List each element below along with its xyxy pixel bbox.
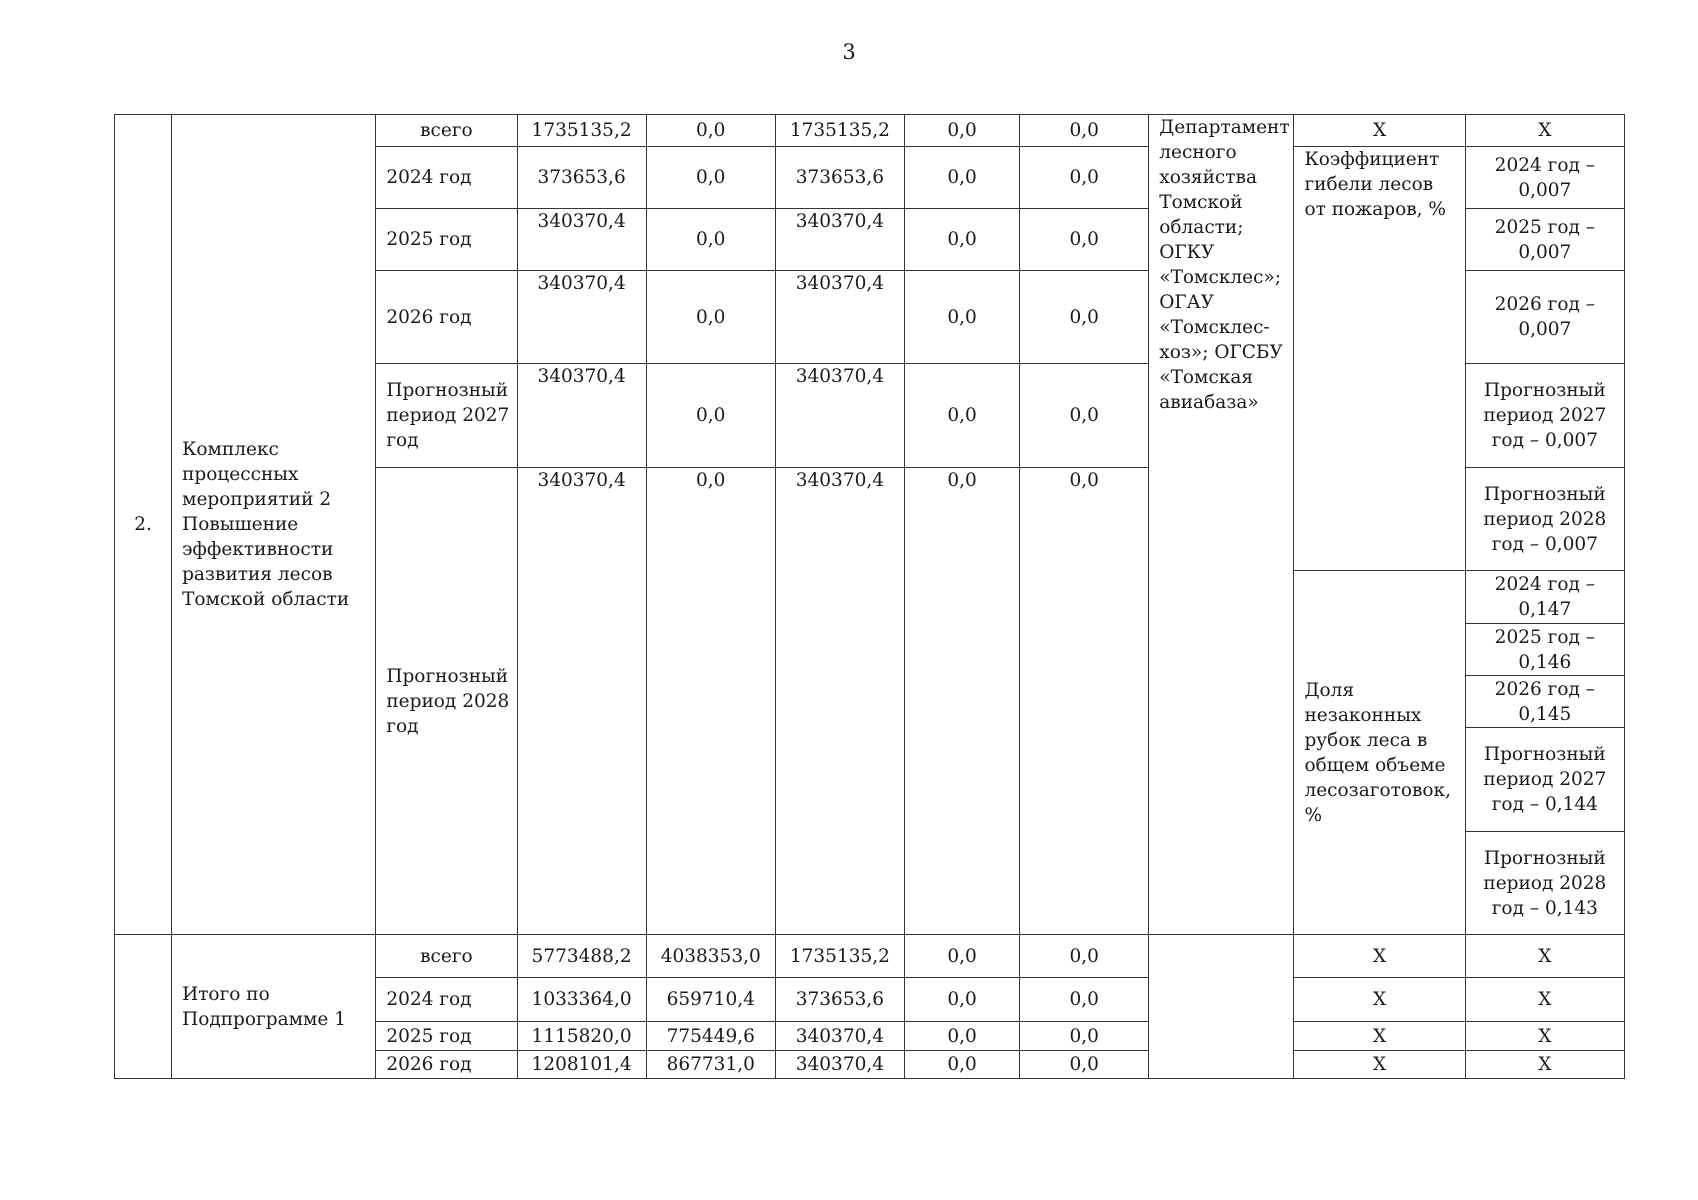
value-cell: 1208101,4 bbox=[517, 1051, 646, 1079]
x-cell: Х bbox=[1465, 1022, 1624, 1051]
page-number: 3 bbox=[842, 40, 856, 64]
year-label: Прогнозный период 2027 год bbox=[376, 364, 517, 468]
indicator-value: Прогнозный период 2028 год – 0,143 bbox=[1465, 832, 1624, 935]
indicator-value: 2026 год – 0,145 bbox=[1465, 676, 1624, 728]
indicator-value: 2025 год – 0,007 bbox=[1465, 209, 1624, 271]
value-cell: 0,0 bbox=[1020, 209, 1149, 271]
value-cell: 340370,4 bbox=[775, 364, 904, 468]
value-cell: 340370,4 bbox=[517, 209, 646, 271]
indicator-value: 2024 год – 0,147 bbox=[1465, 571, 1624, 624]
indicator-value: 2026 год – 0,007 bbox=[1465, 271, 1624, 364]
value-cell: 0,0 bbox=[646, 364, 775, 468]
x-cell: Х bbox=[1294, 978, 1465, 1022]
value-cell: 1115820,0 bbox=[517, 1022, 646, 1051]
value-cell: 0,0 bbox=[904, 1022, 1019, 1051]
indicator-value: 2025 год – 0,146 bbox=[1465, 624, 1624, 676]
value-cell: 0,0 bbox=[1020, 1051, 1149, 1079]
value-cell: 340370,4 bbox=[517, 271, 646, 364]
year-label: Прогнозный период 2028 год bbox=[376, 468, 517, 935]
year-label: 2026 год bbox=[376, 1051, 517, 1079]
value-cell: 0,0 bbox=[904, 147, 1019, 209]
value-cell: 659710,4 bbox=[646, 978, 775, 1022]
value-cell: 0,0 bbox=[1020, 1022, 1149, 1051]
value-cell: 0,0 bbox=[646, 115, 775, 147]
value-cell: 1033364,0 bbox=[517, 978, 646, 1022]
year-label: 2026 год bbox=[376, 271, 517, 364]
indicator-name: Коэффициент гибели лесов от пожаров, % bbox=[1294, 147, 1465, 571]
indicator-header: Х bbox=[1294, 115, 1465, 147]
indicator-name: Доля незаконных рубок леса в общем объеме лесозаготовок, % bbox=[1294, 571, 1465, 935]
value-cell: 0,0 bbox=[904, 468, 1019, 935]
value-cell: 373653,6 bbox=[775, 147, 904, 209]
x-cell: Х bbox=[1465, 978, 1624, 1022]
value-cell: 1735135,2 bbox=[517, 115, 646, 147]
section-number: 2. bbox=[115, 115, 172, 935]
total-executor-cell bbox=[1149, 935, 1294, 1079]
value-cell: 340370,4 bbox=[517, 468, 646, 935]
value-cell: 340370,4 bbox=[775, 271, 904, 364]
year-label: всего bbox=[376, 935, 517, 978]
x-cell: Х bbox=[1465, 935, 1624, 978]
value-cell: 0,0 bbox=[1020, 271, 1149, 364]
value-cell: 0,0 bbox=[1020, 364, 1149, 468]
indicator-value: Прогнозный период 2027 год – 0,007 bbox=[1465, 364, 1624, 468]
value-header: Х bbox=[1465, 115, 1624, 147]
total-number-cell bbox=[115, 935, 172, 1079]
table-row bbox=[115, 935, 1625, 978]
value-cell: 340370,4 bbox=[775, 209, 904, 271]
value-cell: 5773488,2 bbox=[517, 935, 646, 978]
value-cell: 340370,4 bbox=[517, 364, 646, 468]
value-cell: 0,0 bbox=[904, 115, 1019, 147]
value-cell: 373653,6 bbox=[775, 978, 904, 1022]
year-label: 2024 год bbox=[376, 978, 517, 1022]
value-cell: 0,0 bbox=[1020, 935, 1149, 978]
indicator-value: Прогнозный период 2028 год – 0,007 bbox=[1465, 468, 1624, 571]
value-cell: 340370,4 bbox=[775, 1051, 904, 1079]
indicator-value: 2024 год – 0,007 bbox=[1465, 147, 1624, 209]
value-cell: 0,0 bbox=[646, 147, 775, 209]
year-label: всего bbox=[376, 115, 517, 147]
value-cell: 0,0 bbox=[646, 209, 775, 271]
x-cell: Х bbox=[1294, 935, 1465, 978]
value-cell: 1735135,2 bbox=[775, 935, 904, 978]
value-cell: 4038353,0 bbox=[646, 935, 775, 978]
value-cell: 0,0 bbox=[646, 271, 775, 364]
section-name: Комплекс процессных мероприятий 2 Повышение эффективности развития лесов Томской области bbox=[172, 115, 376, 935]
value-cell: 867731,0 bbox=[646, 1051, 775, 1079]
x-cell: Х bbox=[1465, 1051, 1624, 1079]
value-cell: 0,0 bbox=[904, 978, 1019, 1022]
x-cell: Х bbox=[1294, 1022, 1465, 1051]
value-cell: 0,0 bbox=[904, 1051, 1019, 1079]
year-label: 2025 год bbox=[376, 1022, 517, 1051]
x-cell: Х bbox=[1294, 1051, 1465, 1079]
value-cell: 1735135,2 bbox=[775, 115, 904, 147]
value-cell: 0,0 bbox=[904, 209, 1019, 271]
value-cell: 373653,6 bbox=[517, 147, 646, 209]
value-cell: 0,0 bbox=[904, 271, 1019, 364]
value-cell: 0,0 bbox=[1020, 978, 1149, 1022]
table-row bbox=[115, 115, 1625, 147]
budget-table bbox=[114, 114, 1625, 1079]
value-cell: 0,0 bbox=[646, 468, 775, 935]
value-cell: 0,0 bbox=[1020, 147, 1149, 209]
value-cell: 340370,4 bbox=[775, 1022, 904, 1051]
value-cell: 0,0 bbox=[904, 364, 1019, 468]
value-cell: 0,0 bbox=[1020, 468, 1149, 935]
value-cell: 0,0 bbox=[1020, 115, 1149, 147]
year-label: 2024 год bbox=[376, 147, 517, 209]
value-cell: 340370,4 bbox=[775, 468, 904, 935]
total-name: Итого по Подпрограмме 1 bbox=[172, 935, 376, 1079]
indicator-value: Прогнозный период 2027 год – 0,144 bbox=[1465, 728, 1624, 832]
executor-cell: Департамент лесного хозяйства Томской области; ОГКУ «Томсклес»; ОГАУ «Томсклес-хоз»; ОГСБУ «Томская авиабаза» bbox=[1149, 115, 1294, 935]
year-label: 2025 год bbox=[376, 209, 517, 271]
value-cell: 775449,6 bbox=[646, 1022, 775, 1051]
value-cell: 0,0 bbox=[904, 935, 1019, 978]
